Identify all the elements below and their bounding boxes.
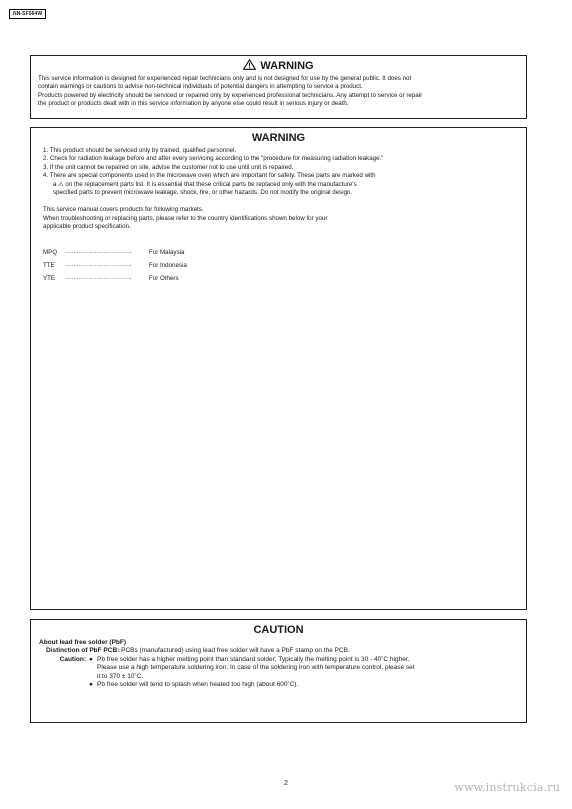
warning-notice-box: [30, 55, 527, 119]
warning-main-title: WARNING: [251, 132, 306, 144]
coverage-line: applicable product specification.: [43, 223, 131, 231]
bullet-item: [89, 681, 415, 690]
watermark: www.instrukcia.ru: [454, 781, 560, 794]
warning-main-box: [30, 127, 527, 610]
market-row: [43, 259, 514, 272]
caution-title: CAUTION: [253, 624, 304, 636]
bullet-item: [89, 656, 415, 682]
bullet-icon: ●: [89, 681, 93, 689]
leader-dots: ········································: [65, 261, 132, 269]
bullet-line: Pb free solder has a higher melting point than standard solder; Typically the melting point is 30 - 40˚C higher.: [97, 655, 410, 663]
market-row: [43, 246, 514, 259]
warning-top-title: WARNING: [260, 60, 314, 72]
market-code: MPQ: [43, 248, 58, 256]
market-desc: For Malaysia: [149, 248, 185, 256]
warning-item: 3. If the unit cannot be repaired on site, advise the customer not to use until unit is repaired.: [43, 163, 294, 171]
warning-list: [43, 147, 514, 197]
warning-item: 4. There are special components used in the microwave oven which are important for safety. These parts are marked with: [43, 172, 376, 180]
caution-box: [30, 619, 527, 723]
market-desc: For Others: [149, 274, 179, 282]
coverage-line: This service manual covers products for following markets.: [43, 206, 204, 214]
caution-bullets: [89, 656, 415, 690]
bullet-icon: ●: [89, 655, 93, 663]
leader-dots: ········································: [65, 274, 132, 282]
page-number: 2: [284, 780, 288, 787]
caution-heading: About lead free solder (PbF): [39, 639, 127, 646]
distinction-label: Distinction of PbF PCB:: [46, 647, 120, 654]
warning-top-line: the product or products dealt with in this service information by anyone else could result in serious injury or death.: [38, 100, 349, 108]
distinction-line: [39, 647, 518, 656]
warning-top-line: Products powered by electricity should be serviced or repaired only by experienced professional technicians. Any attempt to service or repair: [38, 91, 423, 99]
warning-item: 1. This product should be serviced only by trained, qualified personnel.: [43, 147, 237, 154]
warning-top-line: This service information is designed for experienced repair technicians only and is not designed for use by the general public. It does not: [38, 75, 412, 82]
market-list: [43, 246, 514, 285]
market-row: [43, 272, 514, 285]
warning-top-title-row: [38, 59, 519, 72]
bullet-line: Pb free solder will tend to splash when heated too high (about 600˚C).: [97, 681, 299, 689]
warning-item: 2. Check for radiation leakage before and after every servicing according to the "procedure for measuring radiation leakage.": [43, 155, 384, 163]
caution-label: Caution:: [59, 655, 86, 663]
model-tag: NN-SF564W: [9, 9, 46, 19]
bullet-line: it to 370 ± 10˚C.: [97, 672, 144, 680]
leader-dots: ········································: [65, 248, 132, 256]
coverage-line: When troubleshooting or replacing parts, please refer to the country identifications shown below for your: [43, 214, 328, 222]
warning-item-cont: specified parts to prevent microwave leakage, shock, fire, or other hazards. Do not modify the original design.: [53, 189, 353, 197]
bullet-line: Please use a high temperature soldering iron. In case of the soldering iron with temperature control, please set: [97, 664, 415, 672]
warning-item-cont: a ⚠ on the replacement parts list. It is essential that these critical parts be replaced only with the manufacture's: [53, 180, 357, 188]
warning-triangle-icon: [243, 59, 256, 70]
caution-detail: [39, 656, 518, 690]
warning-top-line: contain warnings or cautions to advise non-technical individuals of potential dangers in attempting to service a product.: [38, 83, 363, 91]
market-code: YTE: [43, 274, 56, 282]
market-code: TTE: [43, 261, 55, 269]
market-desc: For Indonesia: [149, 261, 187, 269]
distinction-text: PCBs (manufactured) using lead free solder will have a PbF stamp on the PCB.: [119, 647, 350, 654]
